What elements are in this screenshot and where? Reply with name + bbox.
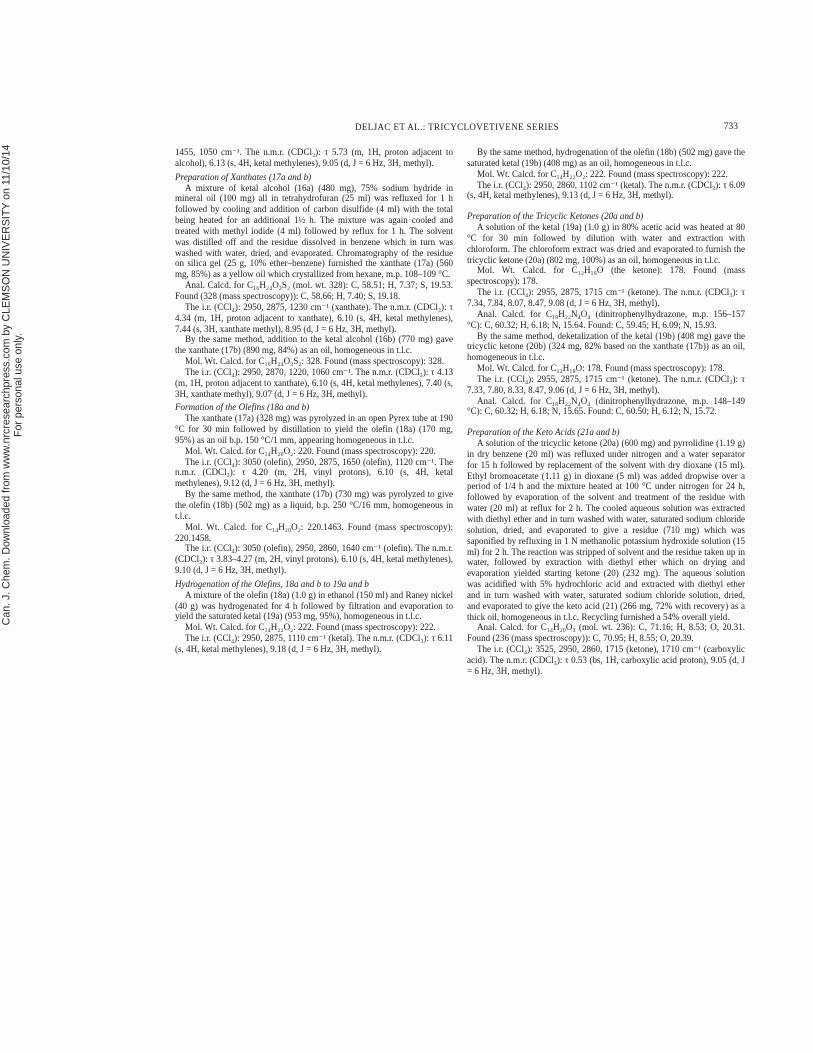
paragraph: The i.r. (CCl₄): 3525, 2950, 2860, 1715 (ketone), 1710 cm⁻¹ (carboxylic acid). The n.m.r. (CDCl₃): τ 0.53 (bs, 1H, carboxylic acid proton), 9.05 (d, J = 6 Hz, 3H, methyl). — [467, 644, 745, 676]
paragraph: Anal. Calcd. for C₁₄H₂₀O₃ (mol. wt. 236): C, 71.16; H, 8.53; O, 20.31. Found (236 (mass spectroscopy)): C, 70.95; H, 8.55; O, 20.39. — [467, 622, 745, 644]
paragraph: The i.r. (CCl₄): 2950, 2860, 1102 cm⁻¹ (ketal). The n.m.r. (CDCl₃): τ 6.09 (s, 4H, ketal methylenes), 9.13 (d, J = 6 Hz, 3H, methyl). — [467, 179, 745, 201]
paragraph: Mol. Wt. Calcd. for C₁₄H₂₀O₂: 220.1463. Found (mass spectroscopy): 220.1458. — [175, 521, 453, 543]
paragraph: The i.r. (CCl₄): 3050 (olefin), 2950, 2860, 1640 cm⁻¹ (olefin). The n.m.r. (CDCl₃): τ 3.83–4.27 (m, 2H, vinyl protons), 6.10 (s, 4H, ketal methylenes), 9.10 (d, J = 6 Hz, 3H, methyl). — [175, 543, 453, 576]
section-heading: Hydrogenation of the Olefins, 18a and b to 19a and b — [175, 578, 369, 589]
paragraph: Mol. Wt. Calcd. for C₁₄H₂₂O₂: 222. Found (mass spectroscopy): 222. — [185, 622, 436, 633]
paragraph: By the same method, hydrogenation of the olefin (18b) (502 mg) gave the saturated ketal (19b) (408 mg) as an oil, homogeneous in t.l.c. — [467, 147, 745, 168]
paragraph: Mol. Wt. Calcd. for C₁₂H₁₈O (the ketone): 178. Found (mass spectroscopy): 178. — [467, 265, 745, 287]
paragraph: By the same method, deketalization of the ketal (19b) (408 mg) gave the tricyclic ketone (20b) (324 mg, 82% based on the xanthate (17b)) as an oil, homogeneous in t.l.c. — [467, 330, 745, 363]
paragraph: By the same method, the xanthate (17b) (730 mg) was pyrolyzed to give the olefin (18b) (502 mg) as a liquid, b.p. 250 °C/16 mm, homogeneous in t.l.c. — [175, 489, 453, 521]
paragraph: Mol. Wt. Calcd. for C₁₆H₂₄O₃S₂: 328. Found (mass spectroscopy): 328. — [185, 356, 444, 367]
paragraph: A mixture of ketal alcohol (16a) (480 mg), 75% sodium hydride in mineral oil (100 mg) all in tetrahydrofuran (25 ml) was refluxed for 1 h followed by cooling and addition of carbon disulfide (4 ml) with the total being heated for an additional 1½ h. The mixture was again cooled and treated with methyl iodide (4 ml) followed by reflux for 1 h. The solvent was distilled off and the residue dissolved in benzene which in turn was washed with water, dried, and evaporated. Chromatography of the residue on silica gel (25 g, 10% ether–benzene) furnished the xanthate (17a) (560 mg, 85%) as a yellow oil which crystallized from hexane, m.p. 108–109 °C. — [175, 182, 453, 280]
section-heading: Preparation of Xanthates (17a and b) — [175, 171, 312, 182]
paragraph: A solution of the ketal (19a) (1.0 g) in 80% acetic acid was heated at 80 °C for 30 min followed by dilution with water and extraction with chloroform. The chloroform extract was dried and evaporated to furnish the tricyclic ketone (20a) (802 mg, 100%) as an oil, homogeneous in t.l.c. — [467, 222, 745, 265]
paragraph: Mol. Wt. Calcd. for C₁₂H₁₈O: 178. Found (mass spectroscopy): 178. — [477, 363, 725, 374]
paragraph: A mixture of the olefin (18a) (1.0 g) in ethanol (150 ml) and Raney nickel (40 g) was hydrogenated for 4 h followed by filtration and evaporation to yield the saturated ketal (19a) (953 mg, 95%), homogeneous in t.l.c. — [175, 589, 453, 622]
download-notice-line: Can. J. Chem. Downloaded from www.nrcresearchpress.com by CLEMSON UNIVERSITY on 11/10/14 — [0, 144, 13, 626]
section-heading: Preparation of the Keto Acids (21a and b) — [467, 427, 620, 438]
right-column — [467, 147, 745, 677]
paragraph: The xanthate (17a) (328 mg) was pyrolyzed in an open Pyrex tube at 190 °C for 30 min followed by distillation to yield the olefin (18a) (170 mg, 95%) as an oil b.p. 150 °C/1 mm, appearing homogeneous in t.l.c. — [175, 413, 453, 445]
paragraph: Anal. Calcd. for C₁₆H₂₄O₃S₂ (mol. wt. 328): C, 58.51; H, 7.37; S, 19.53. Found (328 (mass spectroscopy)): C, 58.66; H, 7.40; S, 19.18. — [175, 280, 453, 301]
paragraph: The i.r. (CCl₄): 2950, 2875, 1230 cm⁻¹ (xanthate). The n.m.r. (CDCl₃): τ 4.34 (m, 1H, proton adjacent to xanthate), 6.10 (s, 4H, ketal methylenes), 7.44 (s, 3H, xanthate methyl), 8.95 (d, J = 6 Hz, 3H, methyl). — [175, 301, 453, 334]
paragraph: The i.r. (CCl₄): 2950, 2875, 1110 cm⁻¹ (ketal). The n.m.r. (CDCl₃): τ 6.11 (s, 4H, ketal methylenes), 9.18 (d, J = 6 Hz, 3H, methyl). — [175, 633, 453, 654]
download-notice-text — [0, 145, 24, 626]
left-column — [175, 147, 453, 655]
paragraph: Mol. Wt. Calcd. for C₁₄H₂₀O₂: 220. Found (mass spectroscopy): 220. — [185, 445, 436, 456]
paragraph: The i.r. (CCl₄): 2950, 2870, 1220, 1060 cm⁻¹. The n.m.r. (CDCl₃): τ 4.13 (m, 1H, proton adjacent to xanthate), 6.10 (s, 4H, ketal methylenes), 7.40 (s, 3H, xanthate methyl), 9.07 (d, J = 6 Hz, 3H, methyl). — [175, 366, 453, 399]
paragraph: The i.r. (CCl₄): 2955, 2875, 1715 cm⁻¹ (ketone). The n.m.r. (CDCl₃): τ 7.34, 7.84, 8.07, 8.47, 9.08 (d, J = 6 Hz, 3H, methyl). — [467, 287, 745, 308]
paragraph: 1455, 1050 cm⁻¹. The n.m.r. (CDCl₃): τ 5.73 (m, 1H, proton adjacent to alcohol), 6.13 (s, 4H, ketal methylenes), 9.05 (d, J = 6 Hz, 3H, methyl). — [175, 147, 453, 168]
page-header — [176, 122, 738, 136]
running-head: DELJAC ET AL.: TRICYCLOVETIVENE SERIES — [354, 122, 560, 132]
paragraph: A solution of the tricyclic ketone (20a) (600 mg) and pyrrolidine (1.19 g) in dry benzene (20 ml) was refluxed under nitrogen and a water separator for 15 h followed by replacement of the solvent with dry dioxane (15 ml). Ethyl bromoacetate (1.11 g) in dioxane (5 ml) was added dropwise over a period of 1/4 h and the mixture heated at 100 °C under nitrogen for 24 h, followed by evaporation of the solvent and treatment of the residue with water (20 ml) at reflux for 2 h. The cooled aqueous solution was extracted with diethyl ether and in turn washed with water, saturated sodium chloride solution, dried, and evaporated to give a residue (710 mg) which was saponified by refluxing in 1 N methanolic potassium hydroxide solution (15 ml) for 2 h. The reaction was stripped of solvent and the residue taken up in water, followed by extraction with diethyl ether which on drying and evaporation yielded starting ketone (20) (232 mg). The aqueous solution was acidified with 5% hydrochloric acid and extracted with diethyl ether and in turn washed with water, saturated sodium chloride solution, dried, and evaporated to give the keto acid (21) (266 mg, 72% with recovery) as a thick oil, homogeneous in t.l.c. Recycling furnished a 54% overall yield. — [467, 438, 745, 622]
paragraph: Mol. Wt. Calcd. for C₁₄H₂₂O₂: 222. Found (mass spectroscopy): 222. — [477, 168, 728, 179]
paragraph: The i.r. (CCl₄): 3050 (olefin), 2950, 2875, 1650 (olefin), 1120 cm⁻¹. The n.m.r. (CDCl₃): τ 4.20 (m, 2H, vinyl protons), 6.10 (s, 4H, ketal methylenes), 9.12 (d, J = 6 Hz, 3H, methyl). — [175, 456, 453, 489]
page-number: 733 — [723, 122, 738, 132]
paragraph: Anal. Calcd. for C₁₈H₂₂N₄O₄ (dinitrophenylhydrazone, m.p. 148–149 °C): C, 60.32; H, 6.18; N, 15.65. Found: C, 60.50; H, 6.12; N, 15.72. — [467, 395, 745, 417]
section-heading: Formation of the Olefins (18a and b) — [175, 402, 310, 413]
section-heading: Preparation of the Tricyclic Ketones (20a and b) — [467, 211, 644, 222]
paragraph: By the same method, addition to the ketal alcohol (16b) (770 mg) gave the xanthate (17b) (890 mg, 84%) as an oil, homogeneous in t.l.c. — [175, 334, 453, 356]
paragraph: The i.r. (CCl₄): 2955, 2875, 1715 cm⁻¹ (ketone). The n.m.r. (CDCl₃): τ 7.33, 7.80, 8.33, 8.47, 9.06 (d, J = 6 Hz, 3H, methyl). — [467, 373, 745, 395]
paragraph: Anal. Calcd. for C₁₈H₂₂N₄O₄ (dinitrophenylhydrazone, m.p. 156–157 °C): C, 60.32; H, 6.18; N, 15.64. Found: C, 59.45; H, 6.09; N, 15.93. — [467, 308, 745, 330]
download-notice — [0, 60, 24, 710]
personal-use-line: For personal use only. — [12, 332, 25, 438]
